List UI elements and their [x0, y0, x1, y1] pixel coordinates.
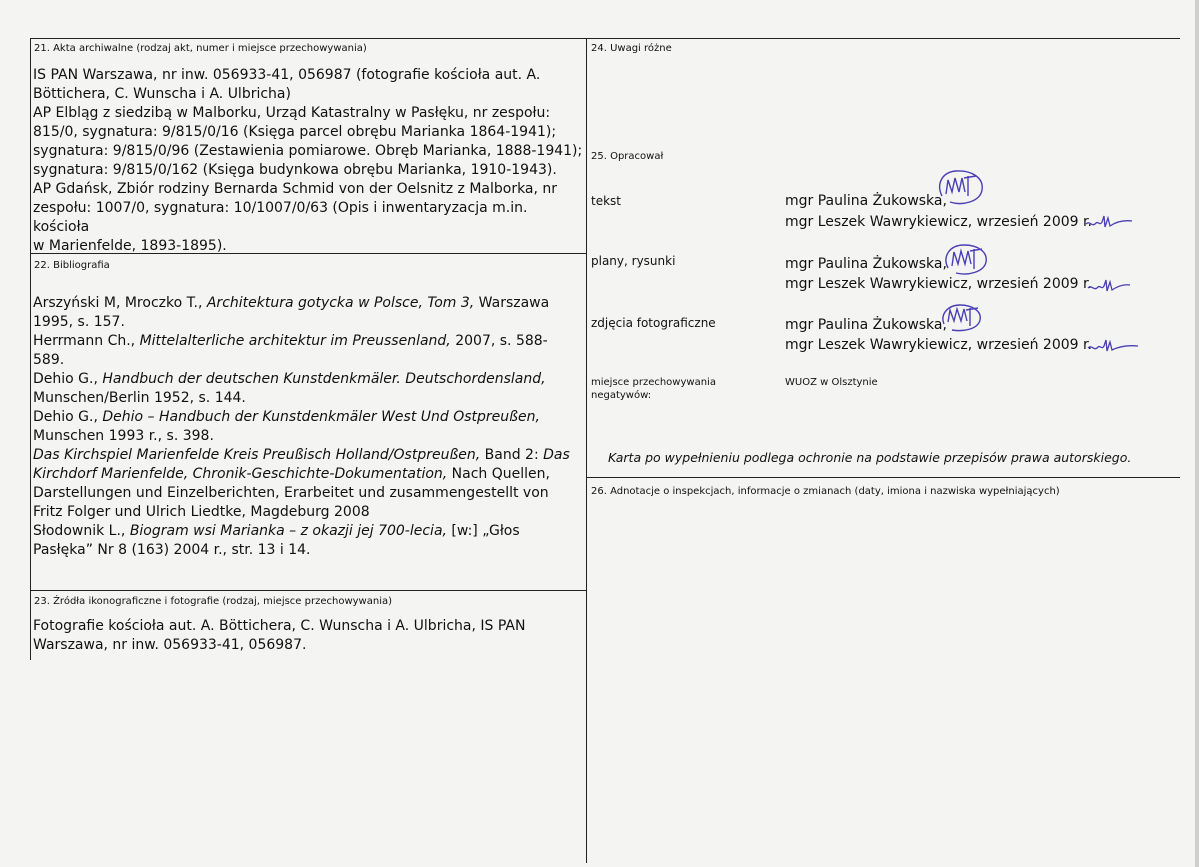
- entry-author: Dehio G.,: [33, 409, 103, 425]
- text-line: Fotografie kościoła aut. A. Böttichera, C. Wunscha i A. Ulbricha, IS PAN: [33, 618, 526, 634]
- text-line: AP Gdańsk, Zbiór rodziny Bernarda Schmid von der Oelsnitz z Malborka, nr: [33, 181, 558, 197]
- bibliography-entry: [33, 332, 573, 370]
- row-label-zdjecia: zdjęcia fotograficzne: [591, 316, 716, 330]
- section-23-label: 23. Źródła ikonograficzne i fotografie (rodzaj, miejsce przechowywania): [34, 596, 393, 607]
- entry-author: Herrmann Ch.,: [33, 333, 140, 349]
- entry-title: Biogram wsi Marianka – z okazji jej 700-lecia,: [129, 523, 447, 539]
- text-line: Böttichera, C. Wunscha i A. Ulbricha): [33, 86, 291, 102]
- author-line: mgr Leszek Wawrykiewicz, wrzesień 2009 r.: [785, 214, 1092, 230]
- entry-author: Dehio G.,: [33, 371, 103, 387]
- entry-notes: Nach Quellen, Darstellungen und Einzelberichten, Erarbeitet und zusammengestellt von Fritz Folger und Ulrich Liedtke, Magdeburg 2008: [33, 466, 550, 520]
- signature-mark-icon: [1086, 336, 1140, 356]
- section-23-content: [33, 617, 583, 655]
- negatives-label-2: negatywów:: [591, 390, 652, 401]
- section-21-content: [33, 66, 583, 256]
- author-line: mgr Paulina Żukowska,: [785, 317, 947, 333]
- entry-details: [w:] „Głos Pasłęka” Nr 8 (163) 2004 r., str. 13 i 14.: [33, 523, 520, 558]
- section-25-label: 25. Opracował: [591, 151, 664, 162]
- negatives-label: miejsce przechowywania: [591, 377, 716, 388]
- signature-mark-icon: [1084, 212, 1134, 232]
- text-line: sygnatura: 9/815/0/96 (Zestawienia pomiarowe. Obręb Marianka, 1888-1941);: [33, 143, 583, 159]
- bibliography-entry: [33, 294, 573, 332]
- left-border: [30, 38, 31, 660]
- section-26-label: 26. Adnotacje o inspekcjach, informacje o zmianach (daty, imiona i nazwiska wypełniających): [591, 486, 1060, 497]
- row-label-plany: plany, rysunki: [591, 254, 676, 268]
- scan-edge: [1195, 0, 1199, 867]
- text-line: w Marienfelde, 1893-1895).: [33, 238, 227, 254]
- section-21-label: 21. Akta archiwalne (rodzaj akt, numer i miejsce przechowywania): [34, 43, 367, 54]
- text-line: sygnatura: 9/815/0/162 (Księga budynkowa obrębu Marianka, 1910-1943).: [33, 162, 557, 178]
- author-line: mgr Leszek Wawrykiewicz, wrzesień 2009 r.: [785, 276, 1092, 292]
- column-divider: [586, 38, 587, 863]
- author-line: mgr Paulina Żukowska,: [785, 256, 947, 272]
- bibliography-entry: [33, 446, 573, 522]
- entry-details: Munschen/Berlin 1952, s. 144.: [33, 390, 246, 406]
- text-line: IS PAN Warszawa, nr inw. 056933-41, 056987 (fotografie kościoła aut. A.: [33, 67, 541, 83]
- entry-author: Słodownik L.,: [33, 523, 130, 539]
- entry-title: Das Kirchspiel Marienfelde Kreis Preußisch Holland/Ostpreußen,: [33, 447, 481, 463]
- bibliography-entry: [33, 408, 573, 446]
- entry-details: Band 2:: [480, 447, 544, 463]
- entry-subtitle: Das Kirchdorf Marienfelde, Chronik-Geschichte-Dokumentation,: [33, 447, 570, 482]
- copyright-notice: Karta po wypełnieniu podlega ochronie na podstawie przepisów prawa autorskiego.: [608, 450, 1132, 465]
- divider-25-26: [586, 477, 1180, 478]
- entry-details: Warszawa 1995, s. 157.: [33, 295, 550, 330]
- text-line: 815/0, sygnatura: 9/815/0/16 (Księga parcel obrębu Marianka 1864-1941);: [33, 124, 557, 140]
- text-line: AP Elbląg z siedzibą w Malborku, Urząd Katastralny w Pasłęku, nr zespołu:: [33, 105, 551, 121]
- signature-initials-icon: [932, 166, 988, 208]
- signature-initials-icon: [940, 242, 992, 278]
- section-24-label: 24. Uwagi różne: [591, 43, 672, 54]
- author-line: mgr Paulina Żukowska,: [785, 193, 947, 209]
- entry-title: Mittelalterliche architektur im Preussenland,: [139, 333, 451, 349]
- entry-title: Dehio – Handbuch der Kunstdenkmäler West Und Ostpreußen,: [102, 409, 540, 425]
- author-line: mgr Leszek Wawrykiewicz, wrzesień 2009 r.: [785, 337, 1092, 353]
- bibliography-list: [33, 294, 573, 560]
- section-22-label: 22. Bibliografia: [34, 260, 110, 271]
- top-border: [30, 38, 1180, 39]
- entry-details: Munschen 1993 r., s. 398.: [33, 428, 214, 444]
- negatives-value: WUOZ w Olsztynie: [785, 377, 878, 388]
- bibliography-entry: [33, 522, 573, 560]
- text-line: Warszawa, nr inw. 056933-41, 056987.: [33, 637, 307, 653]
- text-line: zespołu: 1007/0, sygnatura: 10/1007/0/63 (Opis i inwentaryzacja m.in. kościoła: [33, 200, 528, 235]
- signature-mark-icon: [1086, 276, 1132, 296]
- divider-22-23: [30, 590, 586, 591]
- signature-initials-icon: [938, 302, 984, 334]
- row-label-tekst: tekst: [591, 194, 621, 208]
- entry-title: Architektura gotycka w Polsce, Tom 3,: [206, 295, 475, 311]
- entry-details: 2007, s. 588-589.: [33, 333, 548, 368]
- entry-title: Handbuch der deutschen Kunstdenkmäler. Deutschordensland,: [102, 371, 546, 387]
- bibliography-entry: [33, 370, 573, 408]
- entry-author: Arszyński M, Mroczko T.,: [33, 295, 207, 311]
